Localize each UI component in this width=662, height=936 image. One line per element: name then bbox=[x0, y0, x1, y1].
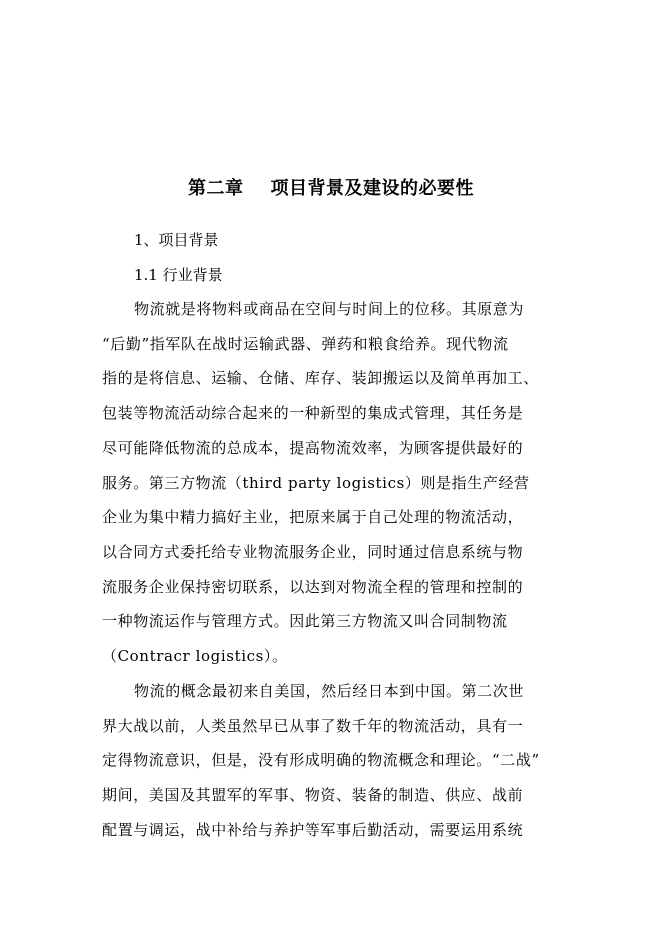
paragraph2-line: 界大战以前，人类虽然早已从事了数千年的物流活动，具有一 bbox=[102, 717, 524, 735]
paragraph1-line: 流服务企业保持密切联系，以达到对物流全程的管理和控制的 bbox=[102, 578, 524, 596]
paragraph1-line: （Contracr logistics）。 bbox=[102, 647, 288, 665]
paragraph1-line: 尽可能降低物流的总成本，提高物流效率，为顾客提供最好的 bbox=[102, 439, 524, 457]
subsection-heading: 1.1 行业背景 bbox=[134, 266, 223, 284]
paragraph1-line: 一种物流运作与管理方式。因此第三方物流又叫合同制物流 bbox=[102, 612, 508, 630]
paragraph2-line: 定得物流意识，但是，没有形成明确的物流概念和理论。“二战” bbox=[102, 751, 540, 769]
paragraph1-line: 以合同方式委托给专业物流服务企业，同时通过信息系统与物 bbox=[102, 543, 524, 561]
paragraph2-line: 配置与调运，战中补给与养护等军事后勤活动，需要运用系统 bbox=[102, 821, 524, 839]
paragraph1-line: 服务。第三方物流（third party logistics）则是指生产经营 bbox=[102, 474, 530, 492]
chapter-title: 第二章 项目背景及建设的必要性 bbox=[187, 178, 475, 199]
paragraph1-line: “后勤”指军队在战时运输武器、弹药和粮食给养。现代物流 bbox=[102, 335, 509, 353]
paragraph1-line: 企业为集中精力搞好主业，把原来属于自己处理的物流活动， bbox=[102, 508, 524, 526]
paragraph1-line: 指的是将信息、运输、仓储、库存、装卸搬运以及简单再加工、 bbox=[102, 369, 539, 387]
paragraph1-line: 包装等物流活动综合起来的一种新型的集成式管理，其任务是 bbox=[102, 404, 524, 422]
paragraph2-line: 期间，美国及其盟军的军事、物资、装备的制造、供应、战前 bbox=[102, 786, 524, 804]
section-heading: 1、项目背景 bbox=[134, 231, 219, 249]
paragraph1-line: 物流就是将物料或商品在空间与时间上的位移。其原意为 bbox=[134, 300, 525, 318]
paragraph2-line: 物流的概念最初来自美国，然后经日本到中国。第二次世 bbox=[134, 682, 525, 700]
